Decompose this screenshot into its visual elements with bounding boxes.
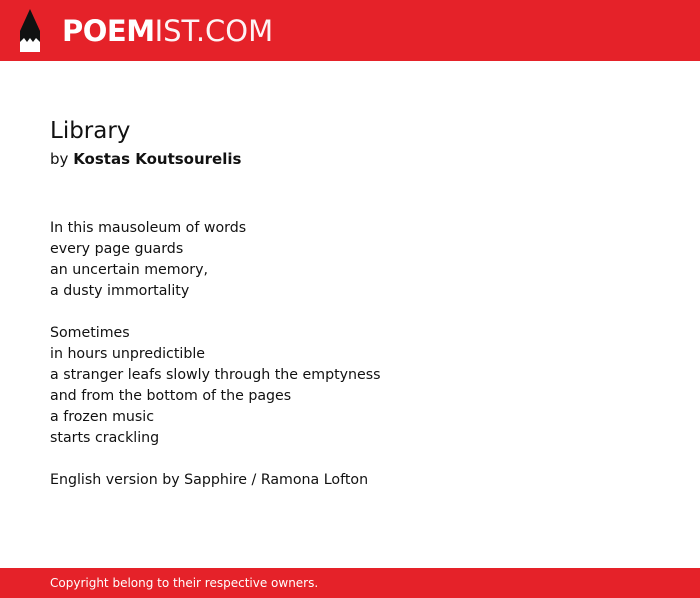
poem-title: Library [50, 118, 131, 144]
stanza [50, 218, 650, 302]
poem-line: Sometimes [50, 325, 130, 341]
poem-line: a stranger leafs slowly through the emptyness [50, 367, 381, 383]
site-header [0, 0, 700, 61]
stanza [50, 323, 650, 449]
byline [50, 148, 650, 170]
poem-line: every page guards [50, 241, 184, 257]
poem-content [50, 115, 650, 491]
author-link[interactable]: Kostas Koutsourelis [73, 150, 242, 168]
pen-nib-icon [18, 9, 42, 52]
translation-note: English version by Sapphire / Ramona Lofton [50, 472, 369, 488]
poem-line: starts crackling [50, 430, 160, 446]
poem-body [50, 218, 650, 491]
byline-prefix: by [50, 150, 69, 168]
poem-line: in hours unpredictible [50, 346, 206, 362]
site-wordmark [62, 13, 273, 49]
site-footer [0, 568, 700, 598]
copyright-text: Copyright belong to their respective owners. [50, 576, 319, 590]
wordmark-bold: POEM [62, 14, 155, 48]
poem-line: a frozen music [50, 409, 155, 425]
poem-line: an uncertain memory, [50, 262, 209, 278]
poem-line: and from the bottom of the pages [50, 388, 292, 404]
poem-line: a dusty immortality [50, 283, 190, 299]
poem-line: In this mausoleum of words [50, 220, 247, 236]
wordmark-light: IST.COM [154, 14, 274, 48]
